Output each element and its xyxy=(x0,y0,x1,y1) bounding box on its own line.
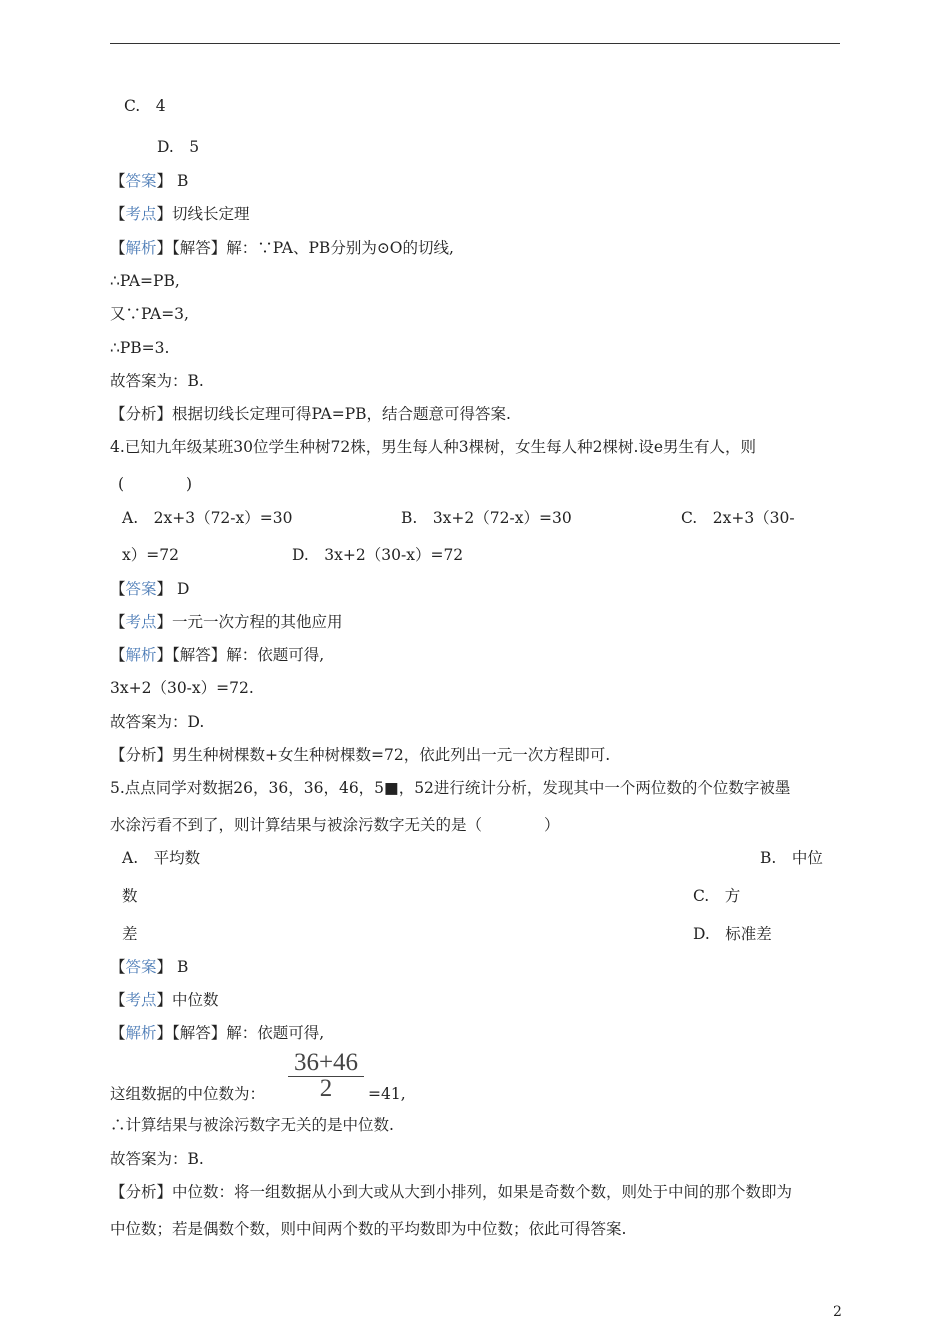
q3-line-1: ∴PA=PB, xyxy=(110,272,180,290)
q5-line-1: ∴计算结果与被涂污数字无关的是中位数. xyxy=(110,1116,394,1134)
q4-answer: 【答案】 D xyxy=(110,580,190,598)
q5-fenxi-cont: 中位数；若是偶数个数，则中间两个数的平均数即为中位数；依此可得答案. xyxy=(110,1220,627,1238)
point-tag: 考点 xyxy=(125,991,157,1009)
answer-value: B xyxy=(172,958,189,976)
fenxi-text: 男生种树棵数+女生种树棵数=72，依此列出一元一次方程即可. xyxy=(172,746,611,764)
q4-line-2: 故答案为：D. xyxy=(110,713,205,731)
point-value: 切线长定理 xyxy=(172,205,250,223)
q5-answer: 【答案】 B xyxy=(110,958,189,976)
q5-option-c-cont: 差 xyxy=(122,925,138,943)
q3-fenxi: 【分析】根据切线长定理可得PA=PB，结合题意可得答案. xyxy=(110,405,511,423)
q5-stem-line-2: 水涂污看不到了，则计算结果与被涂污数字无关的是（ ） xyxy=(110,816,560,834)
analysis-tag: 解析 xyxy=(125,646,157,664)
fenxi-text-1: 中位数：将一组数据从小到大或从大到小排列，如果是奇数个数，则处于中间的那个数即为 xyxy=(172,1183,793,1201)
header-rule xyxy=(110,43,840,44)
point-tag: 考点 xyxy=(125,613,157,631)
q5-line-2: 故答案为：B. xyxy=(110,1150,204,1168)
fenxi-text: 根据切线长定理可得PA=PB，结合题意可得答案. xyxy=(172,405,511,423)
point-tag: 考点 xyxy=(125,205,157,223)
q4-option-d: D. 3x+2（30-x）=72 xyxy=(292,546,464,564)
q5-fenxi: 【分析】中位数：将一组数据从小到大或从大到小排列，如果是奇数个数，则处于中间的那个数即为 xyxy=(110,1183,793,1201)
q3-line-4: 故答案为：B. xyxy=(110,372,204,390)
fenxi-tag: 分析 xyxy=(125,746,157,764)
q5-stem-line-1: 5.点点同学对数据26，36，36，46，5■，52进行统计分析，发现其中一个两位数的个位数字被墨 xyxy=(110,779,791,797)
q5-option-b-cont: 数 xyxy=(122,887,138,905)
answer-value: B xyxy=(172,172,189,190)
answer-value: D xyxy=(172,580,190,598)
median-suffix: =41, xyxy=(368,1085,406,1103)
q4-fenxi: 【分析】男生种树棵数+女生种树棵数=72，依此列出一元一次方程即可. xyxy=(110,746,611,764)
fraction-numerator: 36+46 xyxy=(293,1049,359,1076)
q5-option-a: A. 平均数 xyxy=(122,849,201,867)
q4-analysis: 【解析】【解答】解：依题可得, xyxy=(110,646,325,664)
analysis-text: 【解答】解：依题可得, xyxy=(172,646,325,664)
analysis-tag: 解析 xyxy=(125,239,157,257)
answer-tag: 答案 xyxy=(125,958,157,976)
analysis-tag: 解析 xyxy=(125,1024,157,1042)
q3-answer: 【答案】 B xyxy=(110,172,189,190)
median-prefix: 这组数据的中位数为： xyxy=(110,1085,266,1103)
q4-option-a: A. 2x+3（72-x）=30 xyxy=(122,509,293,527)
point-value: 中位数 xyxy=(172,991,219,1009)
median-fraction xyxy=(286,1050,366,1101)
q5-option-c: C. 方 xyxy=(693,887,741,905)
q4-stem-line-1: 4.已知九年级某班30位学生种树72株，男生每人种3棵树，女生每人种2棵树.设e男生有人，则 xyxy=(110,438,757,456)
q3-analysis: 【解析】【解答】解：∵PA、PB分别为⊙O的切线, xyxy=(110,239,454,257)
q5-option-d: D. 标准差 xyxy=(693,925,772,943)
q3-line-2: 又∵PA=3, xyxy=(110,305,189,323)
analysis-text: 【解答】解：∵PA、PB分别为⊙O的切线, xyxy=(172,239,454,257)
q4-option-c: C. 2x+3（30- xyxy=(681,509,795,527)
q3-option-d: D. 5 xyxy=(157,138,200,156)
q3-point: 【考点】切线长定理 xyxy=(110,205,250,223)
q5-point: 【考点】中位数 xyxy=(110,991,219,1009)
q4-option-c-cont: x）=72 xyxy=(122,546,179,564)
q5-analysis: 【解析】【解答】解：依题可得, xyxy=(110,1024,325,1042)
page-number: 2 xyxy=(833,1304,842,1320)
answer-tag: 答案 xyxy=(125,580,157,598)
q5-option-b: B. 中位 xyxy=(760,849,823,867)
answer-tag: 答案 xyxy=(125,172,157,190)
q3-option-c: C. 4 xyxy=(124,97,166,115)
q3-line-3: ∴PB=3. xyxy=(110,339,170,357)
fenxi-tag: 分析 xyxy=(125,1183,157,1201)
fraction-denominator: 2 xyxy=(319,1075,333,1102)
fenxi-tag: 分析 xyxy=(125,405,157,423)
point-value: 一元一次方程的其他应用 xyxy=(172,613,343,631)
q4-line-1: 3x+2（30-x）=72. xyxy=(110,679,254,697)
q4-option-b: B. 3x+2（72-x）=30 xyxy=(401,509,572,527)
q4-stem-line-2: ( ) xyxy=(118,475,193,493)
analysis-text: 【解答】解：依题可得, xyxy=(172,1024,325,1042)
q4-point: 【考点】一元一次方程的其他应用 xyxy=(110,613,343,631)
